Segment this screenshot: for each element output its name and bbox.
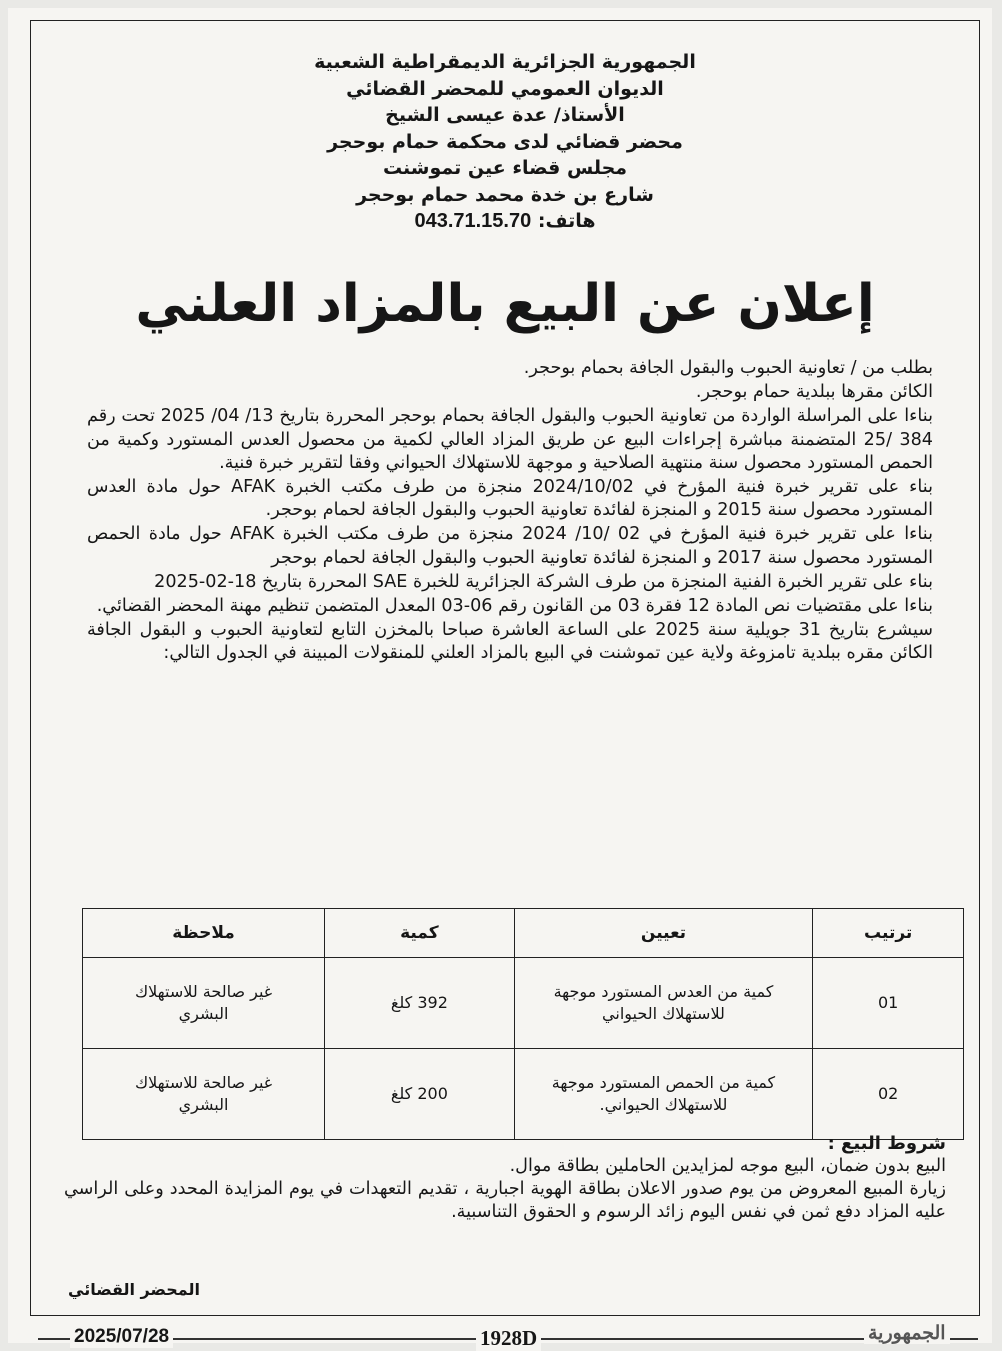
table-row bbox=[83, 958, 964, 1049]
body-expert-report-sae: بناء على تقرير الخبرة الفنية المنجزة من طرف الشركة الجزائرية للخبرة SAE المحررة بتاريخ 18-02-2025 bbox=[154, 571, 933, 592]
body-expert-report-chickpeas: بناءا على تقرير خبرة فنية المؤرخ في 02 /10/ 2024 منجزة من طرف مكتب الخبرة AFAK حول مادة الحمص المستورد محصول سنة 2017 و المنجزة لفائدة تعاونية الحبوب والبقول الجافة لحمام بوحجر bbox=[87, 524, 933, 568]
table-row bbox=[83, 1049, 964, 1140]
header-phone bbox=[31, 208, 979, 235]
table-header-row bbox=[83, 909, 964, 958]
cell-designation: كمية من الحمص المستورد موجهة للاستهلاك الحيواني. bbox=[514, 1049, 813, 1140]
cell-note: غير صالحة للاستهلاك البشري bbox=[83, 1049, 325, 1140]
cell-order: 02 bbox=[813, 1049, 964, 1140]
issuer-header bbox=[31, 49, 979, 235]
phone-number: 043.71.15.70 bbox=[414, 210, 532, 232]
col-header-note: ملاحظة bbox=[83, 909, 325, 958]
col-header-order: ترتيب bbox=[813, 909, 964, 958]
cell-designation: كمية من العدس المستورد موجهة للاستهلاك الحيواني bbox=[514, 958, 813, 1049]
announcement-code: 1928D bbox=[476, 1326, 541, 1351]
phone-label: هاتف: bbox=[537, 210, 596, 232]
condition-warranty: البيع بدون ضمان، البيع موجه لمزايدين الحاملين بطاقة موال. bbox=[509, 1156, 946, 1176]
cell-quantity: 392 كلغ bbox=[325, 958, 515, 1049]
body-requester: بطلب من / تعاونية الحبوب والبقول الجافة بحمام بوحجر. bbox=[523, 358, 933, 378]
announcement-body bbox=[87, 357, 933, 667]
body-expert-report-lentils: بناء على تقرير خبرة فنية المؤرخ في 2024/10/02 منجزة من طرف مكتب الخبرة AFAK حول مادة العدس المستورد محصول سنة 2015 و المنجزة لفائدة تعاونية الحبوب والبقول الجافة لحمام بوحجر. bbox=[87, 477, 934, 521]
newspaper-logo: الجمهورية bbox=[864, 1322, 950, 1344]
header-bailiff-name: الأستاذ/ عدة عيسى الشيخ bbox=[385, 104, 625, 126]
body-requester-address: الكائن مقرها ببلدية حمام بوحجر. bbox=[695, 382, 933, 403]
newspaper-page bbox=[8, 8, 992, 1350]
conditions-heading: شروط البيع : bbox=[827, 1133, 946, 1154]
header-republic: الجمهورية الجزائرية الديمقراطية الشعبية bbox=[314, 51, 696, 73]
header-office: الديوان العمومي للمحضر القضائي bbox=[346, 77, 664, 100]
cell-quantity: 200 كلغ bbox=[325, 1049, 515, 1140]
sale-conditions bbox=[64, 1132, 946, 1224]
body-correspondence: بناءا على المراسلة الواردة من تعاونية الحبوب والبقول الجافة بحمام بوحجر المحررة بتاريخ 13/ 04/ 2025 تحت رقم 384 /25 المتضمنة مباشرة إجراءات البيع عن طريق المزاد العالي لكمية من محصول العدس المستورد وكمية من الحمص المستورد محصول سنة منتهية الصلاحية و موجهة للاستهلاك الحيواني وفقا لتقرير خبرة فنية. bbox=[87, 406, 933, 473]
header-court: محضر قضائي لدى محكمة حمام بوحجر bbox=[327, 130, 683, 153]
newspaper-footer bbox=[38, 1322, 978, 1350]
col-header-quantity: كمية bbox=[325, 909, 515, 958]
body-auction-schedule: سيشرع بتاريخ 31 جويلية سنة 2025 على الساعة العاشرة صباحا بالمخزن التابع لتعاونية الحبوب و البقول الجافة الكائن مقره ببلدية تامزوغة ولاية عين تموشنت في البيع بالمزاد العلني للمنقولات المبينة في الجدول التالي: bbox=[87, 620, 934, 664]
cell-note: غير صالحة للاستهلاك البشري bbox=[83, 958, 325, 1049]
body-legal-basis: بناءا على مقتضيات نص المادة 12 فقرة 03 من القانون رقم 06-03 المعدل المتضمن تنظيم مهنة المحضر القضائي. bbox=[96, 596, 933, 617]
header-address: شارع بن خدة محمد حمام بوحجر bbox=[356, 183, 654, 206]
cell-order: 01 bbox=[813, 958, 964, 1049]
publication-date: 2025/07/28 bbox=[70, 1326, 173, 1348]
header-council: مجلس قضاء عين تموشنت bbox=[382, 157, 628, 179]
announcement-title: إعلان عن البيع بالمزاد العلني bbox=[135, 274, 875, 334]
condition-visit-and-payment: زيارة المبيع المعروض من يوم صدور الاعلان بطاقة الهوية اجبارية ، تقديم التعهدات في يوم المزايدة المحدد وعلى الراسي عليه المزاد دفع ثمن في نفس اليوم زائد الرسوم و الحقوق التناسبية. bbox=[64, 1179, 946, 1222]
bailiff-signature: المحضر القضائي bbox=[68, 1280, 201, 1299]
col-header-designation: تعيين bbox=[514, 909, 813, 958]
goods-table bbox=[82, 908, 964, 1140]
